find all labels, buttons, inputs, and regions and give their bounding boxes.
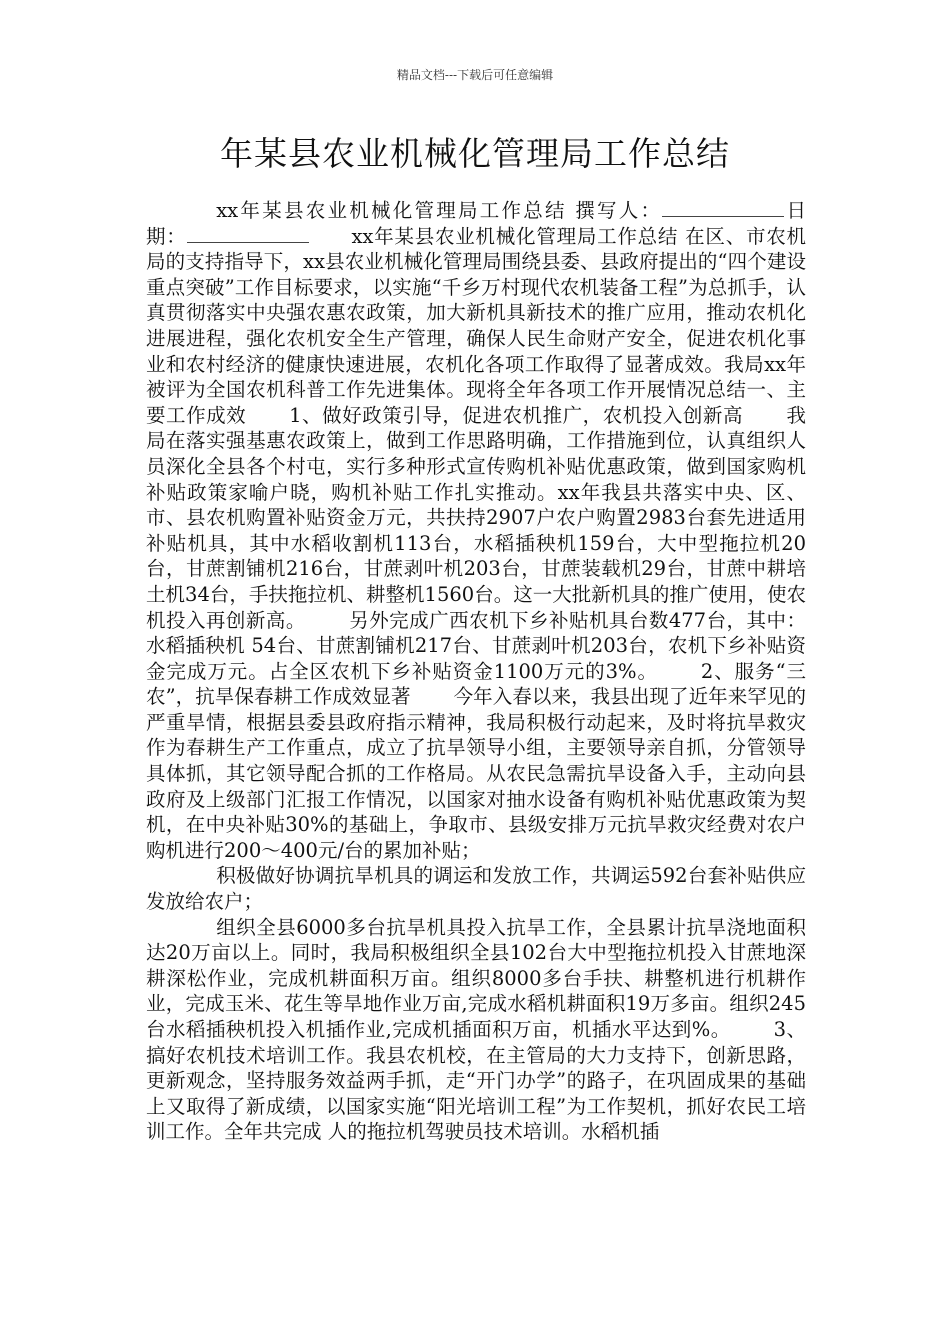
item-heading-3: 3、搞好农机技术培训工作。 (146, 1018, 806, 1067)
item-heading-2: 2、服务“三农”，抗旱保春耕工作成效显著 (146, 659, 806, 709)
document-title: 年某县农业机械化管理局工作总结 (220, 134, 730, 173)
paragraph-7: 我县农机校，在主管局的大力支持下，创新思路，更新观念，坚持服务效益两手抓，走“开门办学”的路子，在巩固成果的基础上又取得了新成绩，以国家实施“阳光培训工程”为工作契机，抓好农民工培训工作。全年共完成 人的拖拉机驾驶员技术培训。水稻机插 (146, 1043, 806, 1144)
paragraph-1: xx年某县农业机械化管理局工作总结 在区、市农机局的支持指导下，xx县农业机械化管理局围绕县委、县政府提出的“四个建设重点突破”工作目标要求，以实施“千乡万村现代农机装备工程”为总抓手，认真贯彻落实中央强农惠农政策，加大新机具新技术的推广应用，推动农机化进展进程，强化农机安全生产管理，确保人民生命财产安全，促进农机化事业和农村经济的健康快速进展，农机化各项工作取得了显著成效。我局xx年被评为全国农机科普工作先进集体。现将全年各项工作开展情况总结 (146, 224, 806, 402)
date-blank (187, 226, 309, 243)
paragraph-3: 另外完成广西农机下乡补贴机具台数477台，其中：水稻插秧机 54台、甘蔗割铺机217台、甘蔗剥叶机203台，农机下乡补贴资金完成万元。占全区农机下乡补贴资金1100万元的3%。 (146, 608, 806, 683)
intro-text: xx年某县农业机械化管理局工作总结 撰写人： (216, 199, 663, 222)
paragraph-4: 今年入春以来，我县出现了近年来罕见的严重旱情，根据县委县政府指示精神，我局积极行动起来，及时将抗旱救灾作为春耕生产工作重点，成立了抗旱领导小组，主要领导亲自抓，分管领导具体抓，其它领导配合抓的工作格局。从农民急需抗旱设备入手，主动向县政府及上级部门汇报工作情况，以国家对抽水设备有购机补贴优惠政策为契机，在中央补贴30%的基础上，争取市、县级安排万元抗旱救灾经费对农户购机进行200～400元/台的累加补贴； (146, 685, 806, 862)
body-paragraph (146, 198, 826, 863)
author-blank (662, 200, 784, 217)
header-note: 精品文档---下载后可任意编辑 (396, 68, 554, 82)
section-heading-1: 一、主要工作成效 (146, 378, 806, 427)
date-label: 日 期： (146, 199, 826, 248)
paragraph-6: 组织全县6000多台抗旱机具投入抗旱工作，全县累计抗旱浇地面积达20万亩以上。同时，我局积极组织全县102台大中型拖拉机投入甘蔗地深耕深松作业，完成机耕面积万亩。组织8000多台手扶、耕整机进行机耕作业，完成玉米、花生等旱地作业万亩,完成水稻机耕面积19万多亩。组织245台水稻插秧机投入机插作业,完成机插面积万亩，机插水平达到%。 (146, 915, 806, 1041)
paragraph-5: 积极做好协调抗旱机具的调运和发放工作，共调运592台套补贴供应发放给农户； (146, 864, 806, 914)
document-body (146, 198, 826, 1145)
body-paragraph (146, 915, 806, 1145)
item-heading-1: 1、做好政策引导，促进农机推广，农机投入创新高 (289, 403, 744, 427)
paragraph-2: 我局在落实强基惠农政策上，做到工作思路明确，工作措施到位，认真组织人员深化全县各个村屯，实行多种形式宣传购机补贴优惠政策，做到国家购机补贴政策家喻户晓，购机补贴工作扎实推动。xx年我县共落实中央、区、市、县农机购置补贴资金万元，共扶持2907户农户购置2983台套先进适用补贴机具，其中水稻收割机113台，水稻插秧机159台，大中型拖拉机20台，甘蔗割铺机216台，甘蔗剥叶机203台，甘蔗装载机29台，甘蔗中耕培土机34台，手扶拖拉机、耕整机1560台。这一大批新机具的推广使用，使农机投入再创新高。 (146, 403, 806, 632)
